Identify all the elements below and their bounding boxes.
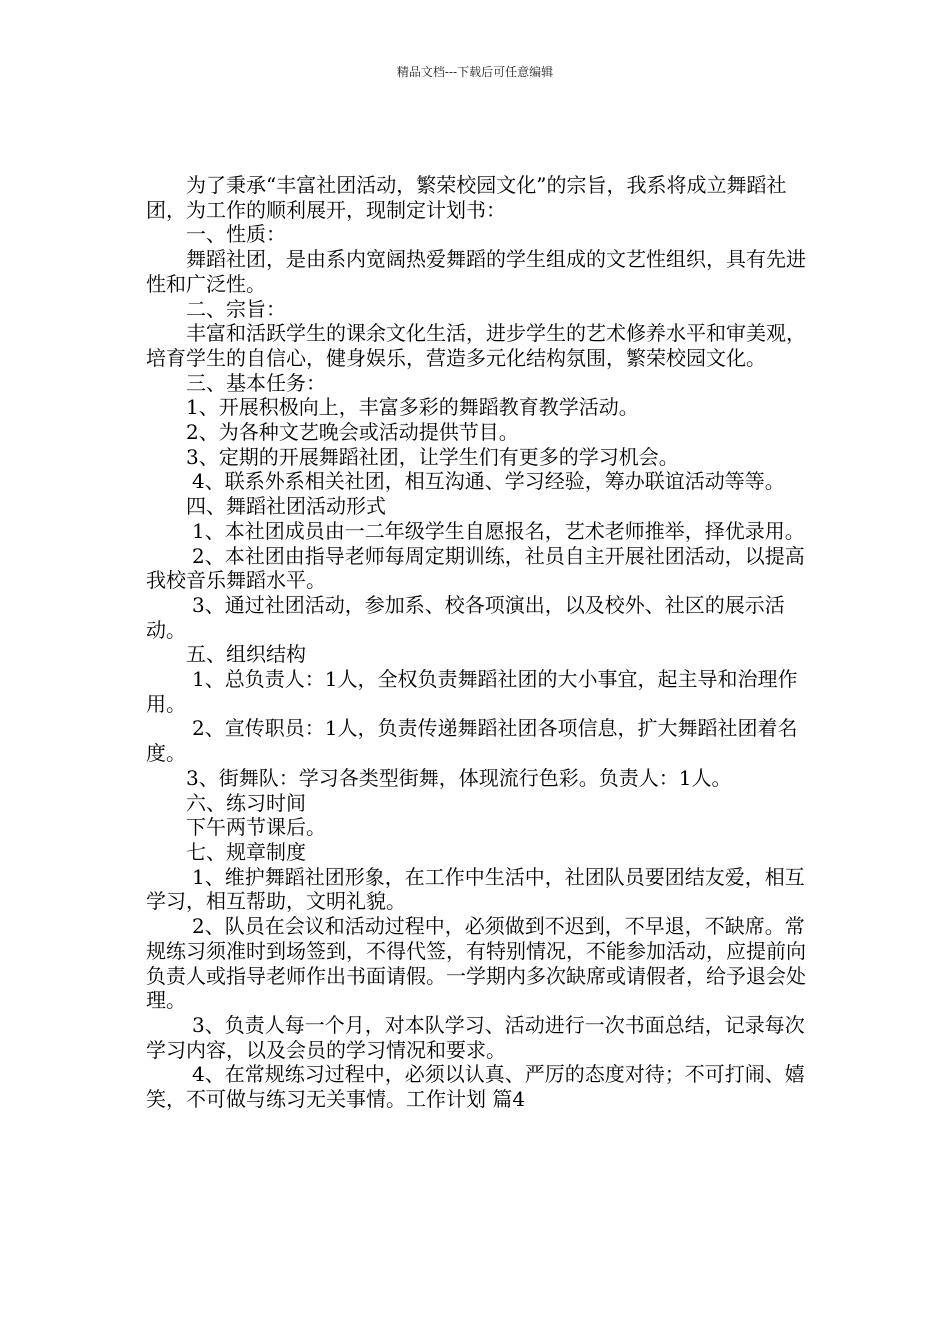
paragraph-purpose: 丰富和活跃学生的课余文化生活，进步学生的艺术修养水平和审美观，培育学生的自信心，健身娱乐，营造多元化结构氛围，繁荣校园文化。	[146, 321, 806, 370]
section-heading-structure: 五、组织结构	[186, 642, 306, 667]
intro-paragraph: 为了秉承“丰富社团活动，繁荣校园文化”的宗旨，我系将成立舞蹈社团，为工作的顺利展开，现制定计划书：	[146, 173, 787, 222]
rule-item-1: 1、维护舞蹈社团形象，在工作中生活中，社团队员要团结友爱，相互学习，相互帮助，文明礼貌。	[146, 864, 805, 914]
page-header: 精品文档---下载后可任意编辑	[396, 65, 554, 79]
structure-item-3: 3、街舞队：学习各类型街舞，体现流行色彩。负责人：1人。	[186, 765, 732, 790]
section-heading-practice-time: 六、练习时间	[186, 790, 306, 815]
task-item-3: 3、定期的开展舞蹈社团，让学生们有更多的学习机会。	[186, 444, 679, 469]
rule-item-2: 2、队员在会议和活动过程中，必须做到不迟到，不早退，不缺席。常规练习须准时到场签到，不得代签，有特别情况，不能参加活动，应提前向负责人或指导老师作出书面请假。一学期内多次缺席或请假者，给予退会处理。	[146, 914, 806, 1013]
section-heading-nature: 一、性质：	[186, 222, 286, 247]
task-item-4: 4、联系外系相关社团，相互沟通、学习经验，筹办联谊活动等等。	[192, 469, 785, 494]
section-heading-purpose: 二、宗旨：	[186, 296, 286, 321]
paragraph-practice-time: 下午两节课后。	[186, 815, 326, 840]
activity-item-3: 3、通过社团活动，参加系、校各项演出，以及校外、社区的展示活动。	[146, 592, 785, 642]
task-item-2: 2、为各种文艺晚会或活动提供节目。	[186, 420, 519, 445]
task-item-1: 1、开展积极向上，丰富多彩的舞蹈教育教学活动。	[186, 395, 639, 420]
rule-item-4: 4、在常规练习过程中，必须以认真、严厉的态度对待；不可打闹、嬉笑，不可做与练习无关事情。工作计划 篇4	[146, 1062, 805, 1112]
structure-item-1: 1、总负责人：1人，全权负责舞蹈社团的大小事宜，起主导和治理作用。	[146, 667, 798, 716]
section-heading-activity-form: 四、舞蹈社团活动形式	[186, 494, 386, 519]
paragraph-nature: 舞蹈社团，是由系内宽阔热爱舞蹈的学生组成的文艺性组织，具有先进性和广泛性。	[146, 247, 806, 296]
rule-item-3: 3、负责人每一个月，对本队学习、活动进行一次书面总结，记录每次学习内容，以及会员的学习情况和要求。	[146, 1012, 805, 1062]
section-heading-tasks: 三、基本任务：	[186, 370, 326, 395]
structure-item-2: 2、宣传职员：1人，负责传递舞蹈社团各项信息，扩大舞蹈社团着名度。	[146, 716, 798, 766]
activity-item-1: 1、本社团成员由一二年级学生自愿报名，艺术老师推举，择优录用。	[192, 518, 805, 543]
activity-item-2: 2、本社团由指导老师每周定期训练，社员自主开展社团活动，以提高我校音乐舞蹈水平。	[146, 543, 805, 593]
document-body	[146, 173, 811, 1112]
section-heading-rules: 七、规章制度	[186, 839, 306, 864]
